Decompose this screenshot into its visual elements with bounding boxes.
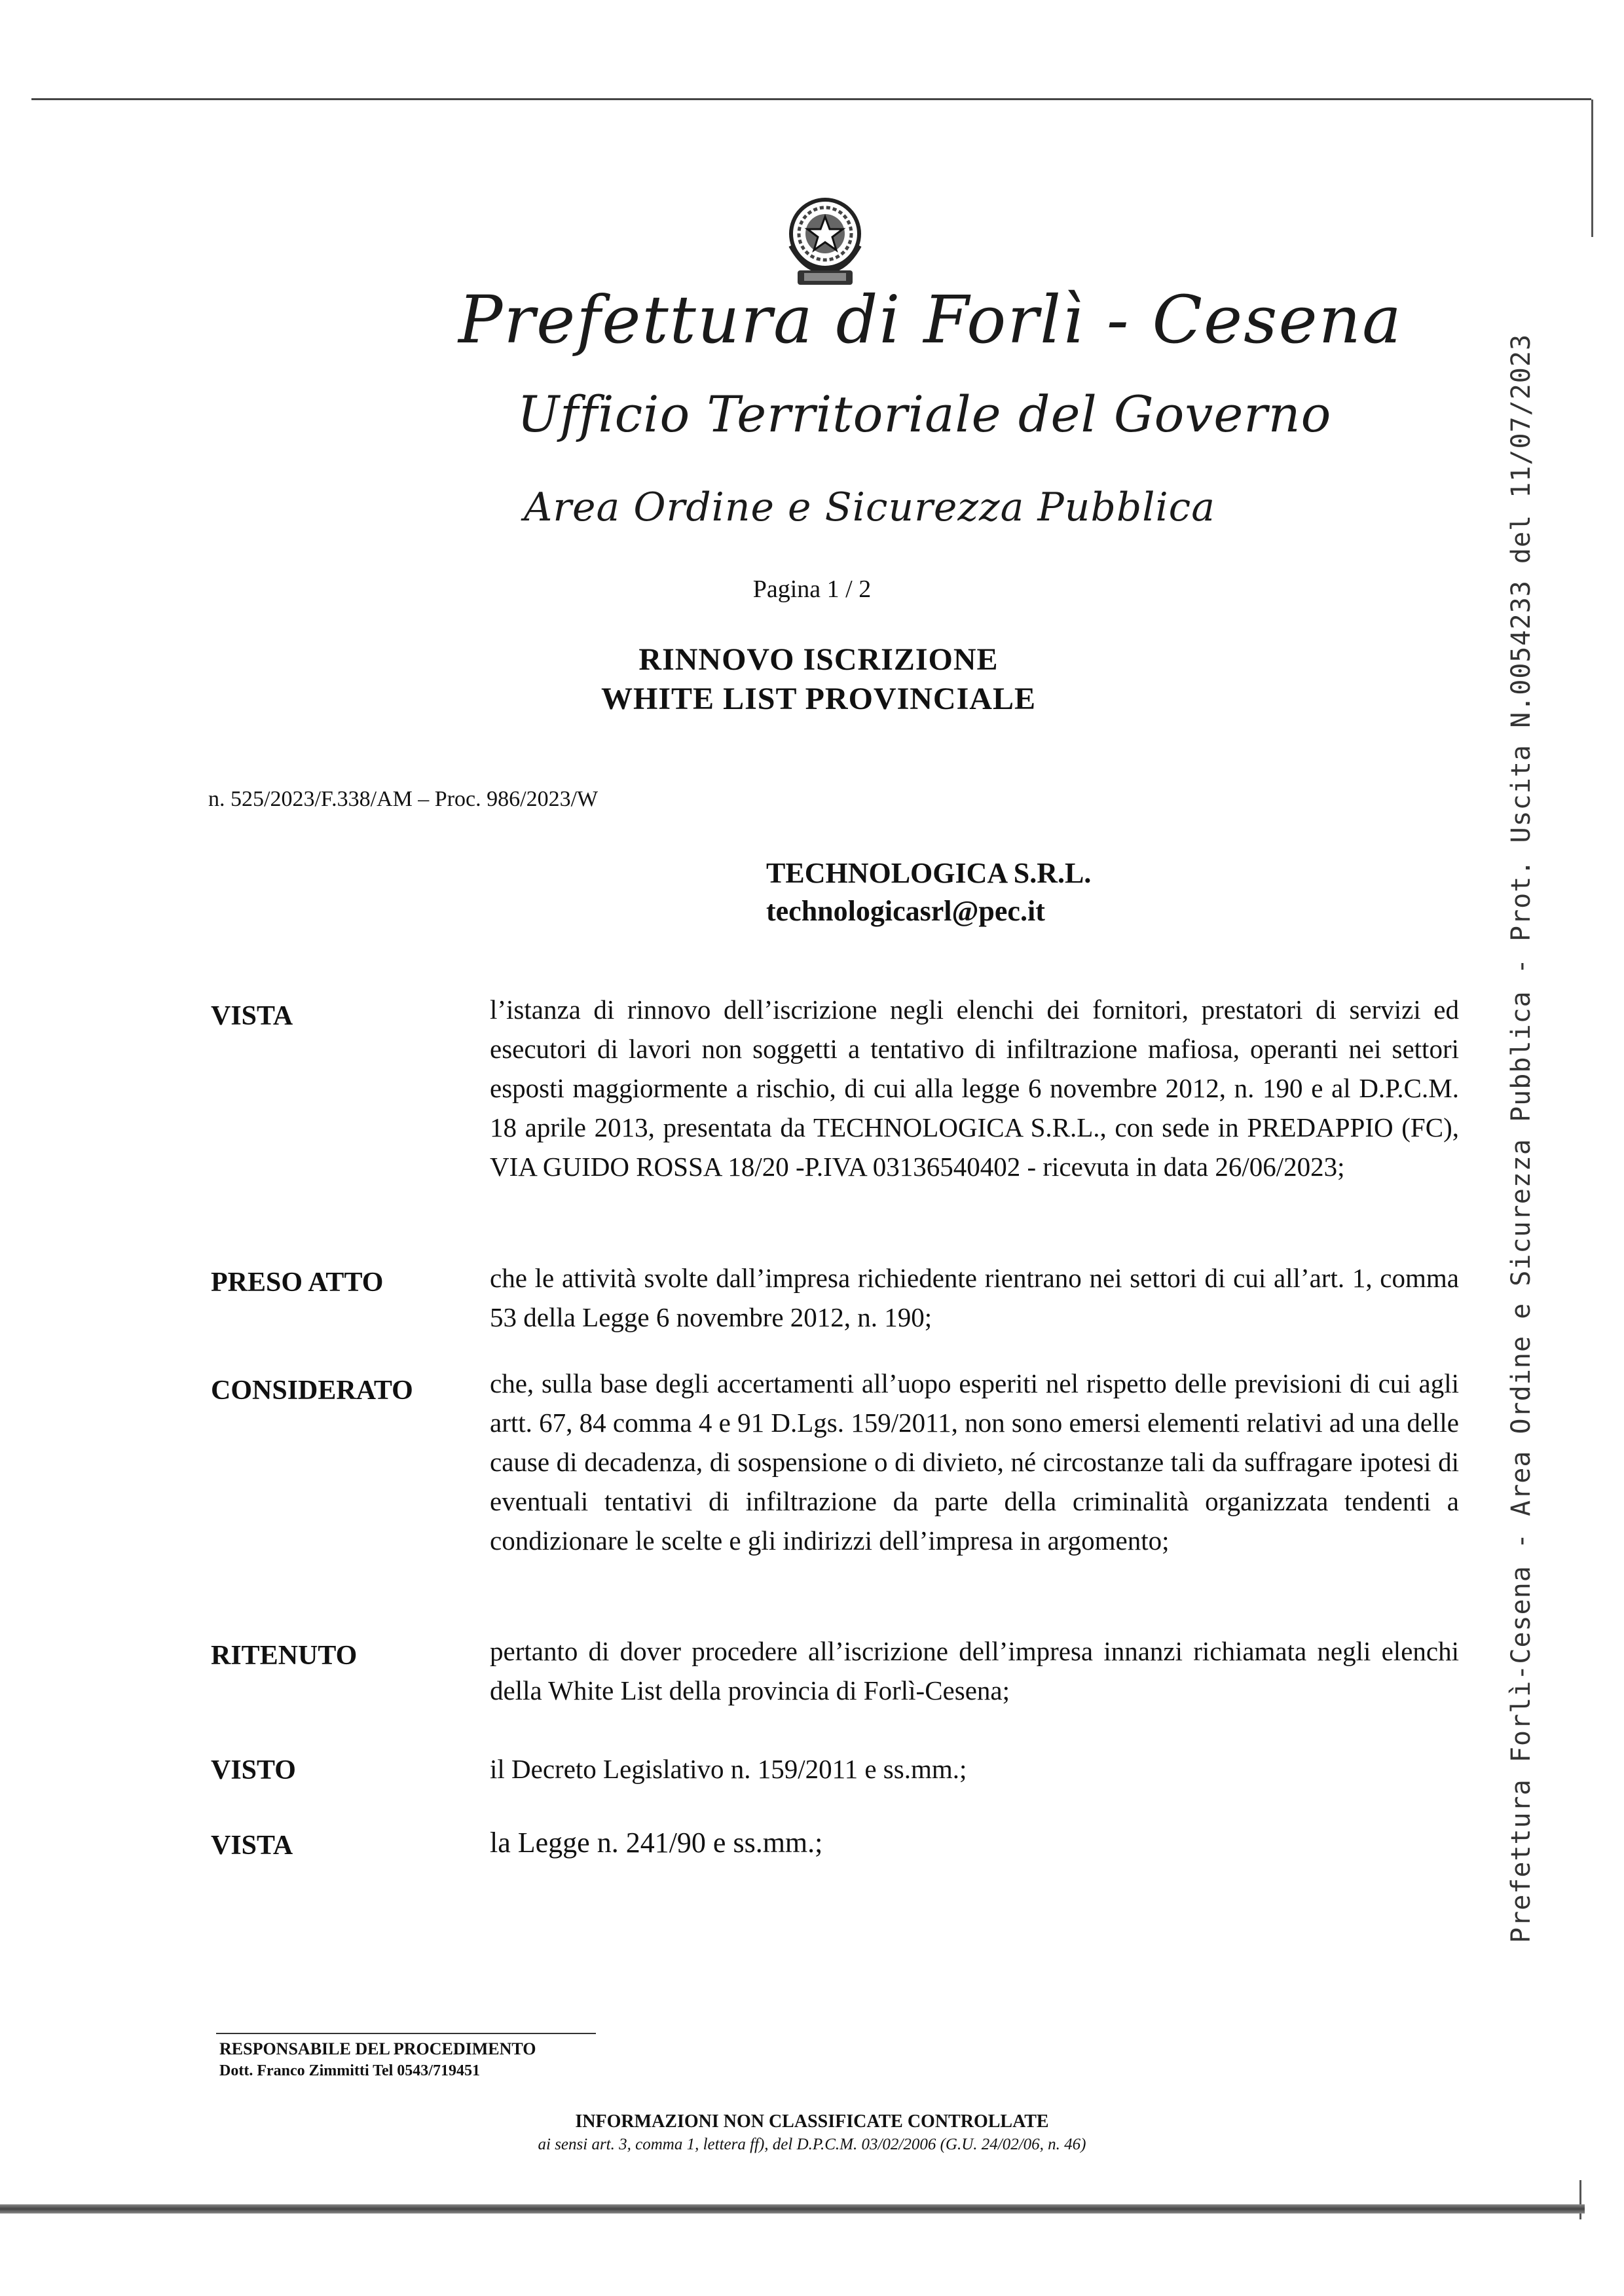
document-title-line-2: WHITE LIST PROVINCIALE [601, 682, 1036, 716]
footnote-rule [216, 2033, 596, 2034]
recipient-name: TECHNOLOGICA S.R.L. [766, 857, 1092, 889]
protocol-number: n. 525/2023/F.338/AM – Proc. 986/2023/W [208, 787, 599, 811]
section-text-vista: l’istanza di rinnovo dell’iscrizione negli elenchi dei fornitori, prestatori di servizi ed esecutori di lavori non soggetti a tentativo di infiltrazione mafiosa, operanti nei settori esposti maggiormente a rischio, di cui alla legge 6 novembre 2012, n. 190 e al D.P.C.M. 18 aprile 2013, presentata da TECHNOLOGICA S.R.L., con sede in PREDAPPIO (FC), VIA GUIDO ROSSA 18/20 -P.IVA 03136540402 - ricevuta in data 26/06/2023; [490, 994, 1459, 1182]
bottom-border-bar [0, 2204, 1585, 2214]
recipient-email: technologicasrl@pec.it [766, 895, 1045, 927]
protocol-side-stamp: Prefettura Forlì-Cesena - Area Ordine e Sicurezza Pubblica - Prot. Uscita N.0054233 del 11/07/2023 [1506, 333, 1536, 1943]
classification-title: INFORMAZIONI NON CLASSIFICATE CONTROLLATE [575, 2111, 1049, 2132]
section-label-vista-2: VISTA [211, 1831, 293, 1861]
footnote-contact: Dott. Franco Zimmitti Tel 0543/719451 [219, 2062, 480, 2079]
footnote-title: RESPONSABILE DEL PROCEDIMENTO [219, 2039, 536, 2058]
section-label-visto: VISTO [211, 1755, 296, 1785]
header-ufficio: Ufficio Territoriale del Governo [517, 385, 1332, 443]
section-label-considerato: CONSIDERATO [211, 1376, 413, 1406]
section-text-preso-atto: che le attività svolte dall’impresa richiedente rientrano nei settori di cui all’art. 1, comma 53 della Legge 6 novembre 2012, n. 190; [490, 1263, 1459, 1332]
section-label-preso-atto: PRESO ATTO [211, 1267, 384, 1298]
section-text-considerato: che, sulla base degli accertamenti all’uopo esperiti nel rispetto delle previsioni di cui agli artt. 67, 84 comma 4 e 91 D.Lgs. 159/2011, non sono emersi elementi relativi ad una delle cause di decadenza, di sospensione o di divieto, né circostanze tali da suffragare ipotesi di eventuali tentativi di infiltrazione da parte della criminalità organizzata tendenti a condizionare le scelte e gli indirizzi dell’impresa in argomento; [490, 1368, 1459, 1556]
document-title-line-1: RINNOVO ISCRIZIONE [638, 642, 999, 677]
section-text-vista-2: la Legge n. 241/90 e ss.mm.; [490, 1827, 823, 1859]
bottom-right-border-line [1579, 2180, 1581, 2219]
page-indicator: Pagina 1 / 2 [752, 575, 872, 603]
section-text-ritenuto: pertanto di dover procedere all’iscrizione dell’impresa innanzi richiamata negli elenchi della White List della provincia di Forlì-Cesena; [490, 1636, 1459, 1705]
italian-republic-emblem-icon [779, 193, 871, 291]
right-border-line [1591, 100, 1593, 237]
classification-subtitle: ai sensi art. 3, comma 1, lettera ff), del D.P.C.M. 03/02/2006 (G.U. 24/02/06, n. 46) [538, 2136, 1086, 2153]
top-border-line [31, 98, 1591, 100]
section-label-ritenuto: RITENUTO [211, 1641, 358, 1671]
header-prefettura: Prefettura di Forlì - Cesena [458, 282, 1403, 358]
header-area: Area Ordine e Sicurezza Pubblica [524, 484, 1216, 530]
section-label-vista: VISTA [211, 1001, 293, 1031]
section-text-visto: il Decreto Legislativo n. 159/2011 e ss.mm.; [490, 1754, 967, 1784]
